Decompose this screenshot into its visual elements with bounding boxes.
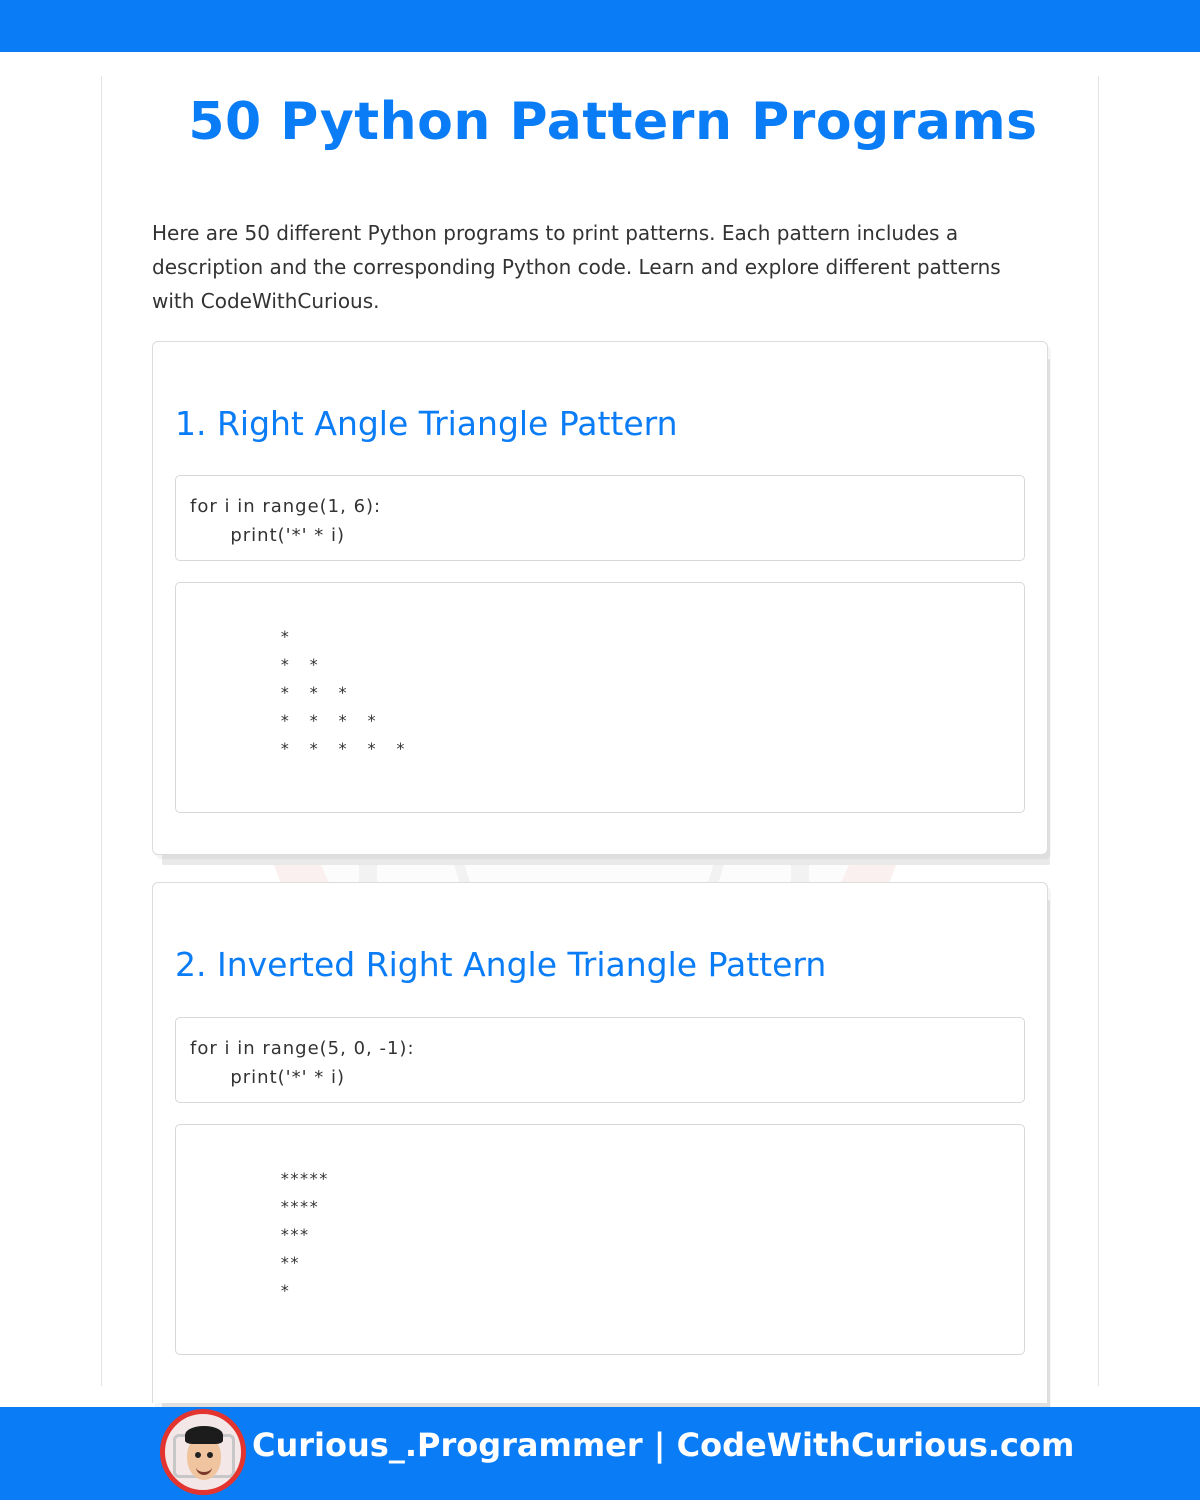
pattern-card-2 — [152, 882, 1048, 1403]
pattern-title: 2. Inverted Right Angle Triangle Pattern — [175, 945, 827, 984]
footer-text[interactable]: Curious_.Programmer | CodeWithCurious.com — [252, 1426, 1075, 1464]
pattern-card-1 — [152, 341, 1048, 855]
code-block — [175, 1017, 1025, 1103]
code-block — [175, 475, 1025, 561]
pattern-title: 1. Right Angle Triangle Pattern — [175, 404, 678, 443]
output-block — [175, 582, 1025, 813]
intro-paragraph: Here are 50 different Python programs to print patterns. Each pattern includes a description and the corresponding Python code. Learn and explore different patterns with CodeWithCurious. — [152, 221, 1001, 313]
code-text: for i in range(5, 0, -1): print('*' * i) — [190, 1038, 415, 1088]
page-title: 50 Python Pattern Programs — [188, 92, 1038, 152]
avatar-logo-icon — [160, 1409, 246, 1495]
top-banner — [0, 0, 1200, 52]
output-block — [175, 1124, 1025, 1355]
output-text: * * * * * * * * * * * * * * * — [280, 627, 406, 758]
output-text: ***** **** *** ** * — [280, 1169, 329, 1300]
code-text: for i in range(1, 6): print('*' * i) — [190, 496, 382, 546]
